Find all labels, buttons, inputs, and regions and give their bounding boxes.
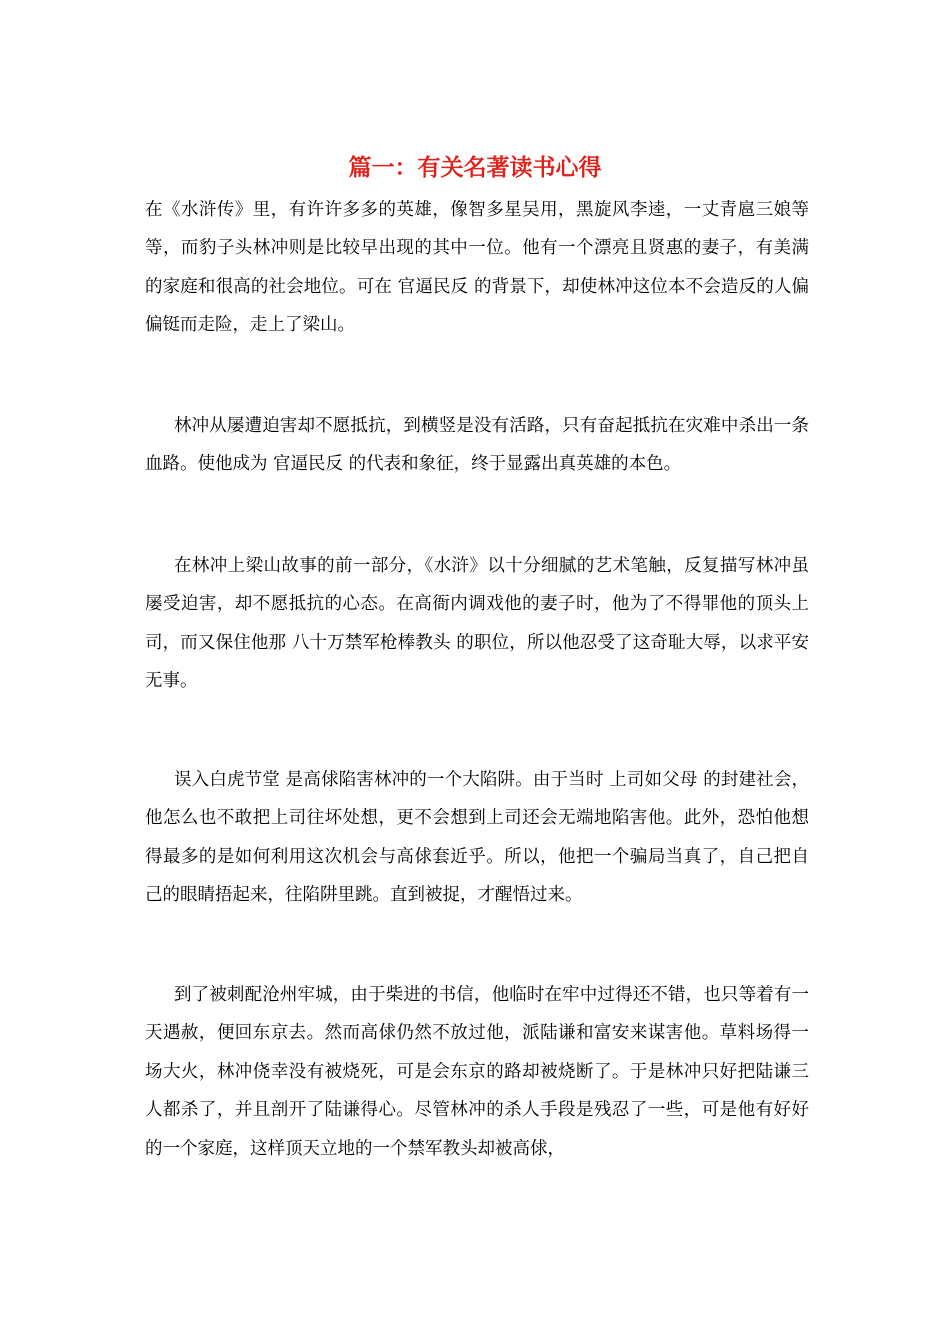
paragraph-5: 到了被刺配沧州牢城，由于柴进的书信，他临时在牢中过得还不错，也只等着有一天遇赦，便回东京去。然而高俅仍然不放过他，派陆谦和富安来谋害他。草料场得一场大火，林冲侥幸没有被烧死，可是会东京的路却被烧断了。于是林冲只好把陆谦三人都杀了，并且剖开了陆谦得心。尽管林冲的杀人手段是残忍了一些，可是他有好好的一个家庭，这样顶天立地的一个禁军教头却被高俅， (145, 985, 809, 1159)
paragraph-1: 在《水浒传》里，有许许多多的英雄，像智多星吴用，黑旋风李逵，一丈青扈三娘等等，而豹子头林冲则是比较早出现的其中一位。他有一个漂亮且贤惠的妻子，有美满的家庭和很高的社会地位。可在 官逼民反 的背景下，却使林冲这位本不会造反的人偏偏铤而走险，走上了梁山。 (145, 200, 809, 336)
paragraph-2: 林冲从屡遭迫害却不愿抵抗，到横竖是没有活路，只有奋起抵抗在灾难中杀出一条血路。使他成为 官逼民反 的代表和象征，终于显露出真英雄的本色。 (145, 416, 809, 475)
document-title: 篇一：有关名著读书心得 (348, 155, 602, 181)
paragraph-4: 误入白虎节堂 是高俅陷害林冲的一个大陷阱。由于当时 上司如父母 的封建社会，他怎么也不敢把上司往坏处想，更不会想到上司还会无端地陷害他。此外，恐怕他想得最多的是如何利用这次机会与高俅套近乎。所以，他把一个骗局当真了，自己把自己的眼睛捂起来，往陷阱里跳。直到被捉，才醒悟过来。 (145, 770, 809, 906)
paragraph-3: 在林冲上梁山故事的前一部分，《水浒》以十分细腻的艺术笔触，反复描写林冲虽屡受迫害，却不愿抵抗的心态。在高衙内调戏他的妻子时，他为了不得罪他的顶头上司，而又保住他那 八十万禁军枪棒教头 的职位，所以他忍受了这奇耻大辱，以求平安无事。 (145, 556, 809, 692)
